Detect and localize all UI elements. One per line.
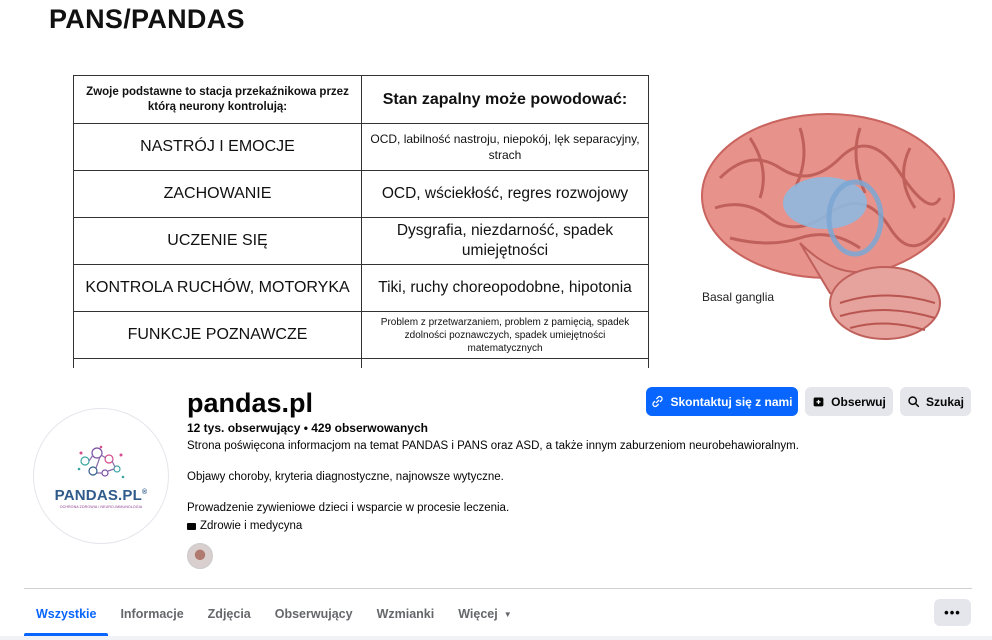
table-row xyxy=(74,312,649,359)
table-row xyxy=(74,359,649,369)
tab-all[interactable]: Wszystkie xyxy=(24,592,108,636)
tab-more[interactable] xyxy=(446,592,523,636)
brain-caption: Basal ganglia xyxy=(702,290,775,304)
link-icon xyxy=(651,395,664,408)
brain-network-logo-icon xyxy=(71,443,131,483)
more-options-button[interactable]: ••• xyxy=(934,599,971,626)
profile-tabs xyxy=(24,592,524,636)
chevron-down-icon: ▼ xyxy=(503,609,512,619)
tab-photos[interactable]: Zdjęcia xyxy=(207,607,251,621)
intro-line: Strona poświęcona informacjom na temat PANDAS i PANS oraz ASD, a także innym zaburzeniom neurobehawioralnym. xyxy=(187,440,799,452)
page-category xyxy=(187,520,302,532)
briefcase-icon xyxy=(187,523,196,530)
table-cell: KONTROLA RUCHÓW, MOTORYKA xyxy=(74,265,362,312)
table-header-cell: Zwoje podstawne to stacja przekaźnikowa przez którą neurony kontrolują: xyxy=(74,76,362,124)
table-cell: Tiki, ruchy choreopodobne, hipotonia xyxy=(362,265,649,312)
search-icon xyxy=(907,395,920,408)
follow-button-label: Obserwuj xyxy=(831,394,886,409)
profile-avatar[interactable] xyxy=(33,408,169,544)
table-row xyxy=(74,265,649,312)
contact-button[interactable] xyxy=(646,387,798,416)
logo-tagline: OCHRONA ZDROWIA / NEURO-IMMUNOLOGIA xyxy=(59,505,143,509)
cover-table xyxy=(73,75,649,368)
followers-count[interactable]: 12 tys. obserwujący • 429 obserwowanych xyxy=(187,421,428,435)
divider xyxy=(24,588,972,589)
tab-mentions[interactable]: Wzmianki xyxy=(376,607,435,621)
page-title[interactable]: pandas.pl xyxy=(187,388,314,418)
cover-title: PANS/PANDAS xyxy=(49,4,245,34)
table-header-cell: Stan zapalny może powodować: xyxy=(362,76,649,124)
cover-table-header xyxy=(74,76,649,124)
table-row xyxy=(74,124,649,171)
tab-more-label: Więcej xyxy=(458,607,498,621)
table-cell: NASTRÓJ I EMOCJE xyxy=(74,124,362,171)
search-button[interactable] xyxy=(900,387,971,416)
search-button-label: Szukaj xyxy=(925,394,964,409)
follow-button[interactable] xyxy=(805,387,893,416)
brain-illustration xyxy=(690,108,970,348)
logo-wordmark: PANDAS.PL® xyxy=(54,487,148,504)
follower-avatar[interactable] xyxy=(187,543,213,569)
tab-followers[interactable]: Obserwujący xyxy=(274,607,353,621)
tab-about[interactable]: Informacje xyxy=(120,607,184,621)
contact-button-label: Skontaktuj się z nami xyxy=(670,394,793,409)
follow-icon xyxy=(812,395,825,408)
table-row xyxy=(74,171,649,218)
table-cell: OCD, labilność nastroju, niepokój, lęk separacyjny, strach xyxy=(362,124,649,171)
table-cell: OCD, wściekłość, regres rozwojowy xyxy=(362,171,649,218)
category-label: Zdrowie i medycyna xyxy=(200,520,303,532)
table-row xyxy=(74,218,649,265)
table-cell: ZACHOWANIE xyxy=(74,171,362,218)
feed-background xyxy=(0,636,992,640)
table-cell: FUNKCJE POZNAWCZE xyxy=(74,312,362,359)
table-cell: Dysgrafia, niezdarność, spadek umiejętności xyxy=(362,218,649,265)
intro-line: Objawy choroby, kryteria diagnostyczne, najnowsze wytyczne. xyxy=(187,471,504,483)
intro-line: Prowadzenie zywieniowe dzieci i wsparcie w procesie leczenia. xyxy=(187,502,510,514)
table-cell: Problem z przetwarzaniem, problem z pamięcią, spadek zdolności poznawczych, spadek umiejętności matematycznych xyxy=(362,312,649,359)
table-cell: UCZENIE SIĘ xyxy=(74,218,362,265)
